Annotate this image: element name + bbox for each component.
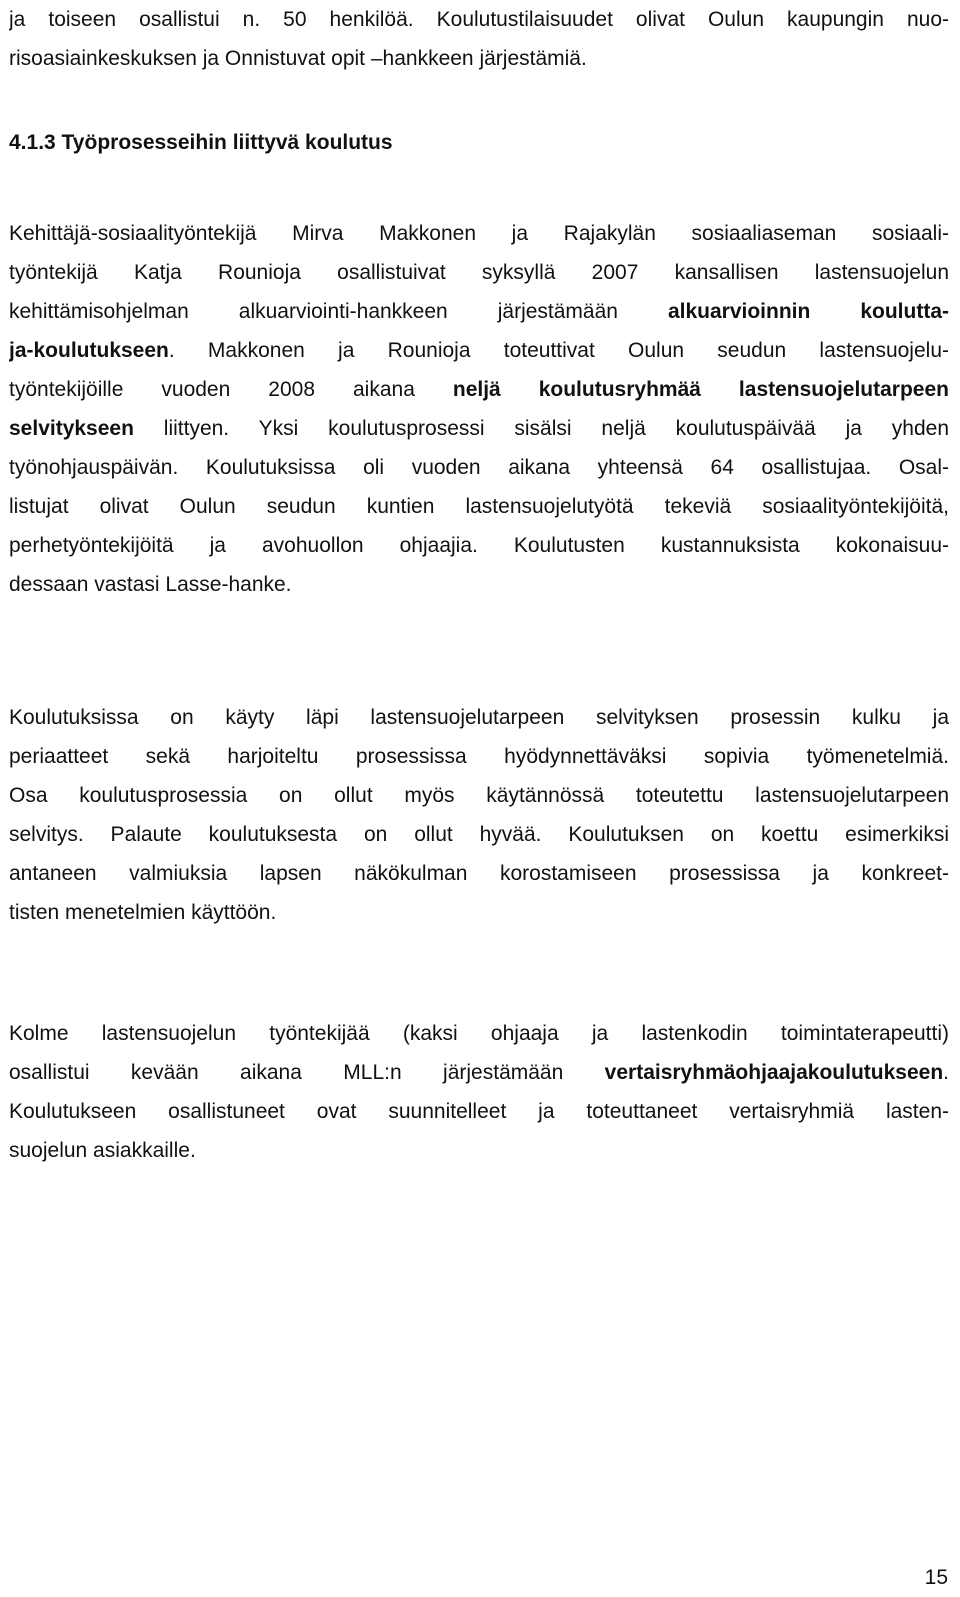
text-line: antaneen valmiuksia lapsen näkökulman korostamiseen prosessissa ja konkreet-: [9, 862, 949, 885]
intro-paragraph: [9, 0, 949, 78]
text-line: risoasiainkeskuksen ja Onnistuvat opit –hankkeen järjestämiä.: [9, 47, 587, 70]
paragraph-2: [9, 698, 949, 932]
text-line: Kolme lastensuojelun työntekijää (kaksi ohjaaja ja lastenkodin toimintaterapeutti): [9, 1022, 949, 1045]
text-run: liittyen. Yksi koulutusprosessi sisälsi neljä koulutuspäivää ja yhden: [133, 417, 949, 440]
text-line: [9, 370, 949, 409]
text-line: perhetyöntekijöitä ja avohuollon ohjaajia. Koulutusten kustannuksista kokonaisuu-: [9, 534, 949, 557]
text-run: osallistui kevään aikana MLL:n järjestämään: [9, 1061, 605, 1084]
text-line: [9, 331, 949, 370]
section-heading: 4.1.3 Työprosesseihin liittyvä koulutus: [9, 131, 393, 154]
text-line: [9, 1053, 949, 1092]
text-line: selvitys. Palaute koulutuksesta on ollut hyvää. Koulutuksen on koettu esimerkiksi: [9, 823, 949, 846]
text-line: suojelun asiakkaille.: [9, 1139, 196, 1162]
text-run: kehittämisohjelman alkuarviointi-hankkeen järjestämään: [9, 300, 668, 323]
text-line: periaatteet sekä harjoiteltu prosessissa hyödynnettäväksi sopivia työmenetelmiä.: [9, 745, 949, 768]
text-run: .: [943, 1061, 949, 1084]
text-line: Kehittäjä-sosiaalityöntekijä Mirva Makkonen ja Rajakylän sosiaaliaseman sosiaali-: [9, 222, 949, 245]
bold-text: ja-koulutukseen: [9, 339, 169, 362]
text-line: tisten menetelmien käyttöön.: [9, 901, 277, 924]
bold-text: selvitykseen: [9, 417, 134, 440]
page-number: 15: [924, 1566, 948, 1589]
text-line: Osa koulutusprosessia on ollut myös käytännössä toteutettu lastensuojelutarpeen: [9, 784, 949, 807]
text-line: Koulutuksissa on käyty läpi lastensuojelutarpeen selvityksen prosessin kulku ja: [9, 706, 949, 729]
text-run: työntekijöille vuoden 2008 aikana: [9, 378, 453, 401]
paragraph-1: [9, 214, 949, 604]
text-line: listujat olivat Oulun seudun kuntien lastensuojelutyötä tekeviä sosiaalityöntekijöitä,: [9, 495, 949, 518]
text-line: työnohjauspäivän. Koulutuksissa oli vuoden aikana yhteensä 64 osallistujaa. Osal-: [9, 456, 949, 479]
text-line: [9, 292, 949, 331]
bold-text: alkuarvioinnin koulutta-: [667, 300, 949, 323]
bold-text: vertaisryhmäohjaajakoulutukseen: [604, 1061, 944, 1084]
text-line: [9, 409, 949, 448]
text-line: työntekijä Katja Rounioja osallistuivat syksyllä 2007 kansallisen lastensuojelun: [9, 261, 949, 284]
bold-text: neljä koulutusryhmää lastensuojelutarpeen: [452, 378, 949, 401]
text-line: ja toiseen osallistui n. 50 henkilöä. Koulutustilaisuudet olivat Oulun kaupungin nuo-: [9, 8, 949, 31]
text-line: dessaan vastasi Lasse-hanke.: [9, 573, 292, 596]
text-line: Koulutukseen osallistuneet ovat suunnitelleet ja toteuttaneet vertaisryhmiä lasten-: [9, 1100, 949, 1123]
text-run: . Makkonen ja Rounioja toteuttivat Oulun seudun lastensuojelu-: [168, 339, 949, 362]
paragraph-3: [9, 1014, 949, 1170]
